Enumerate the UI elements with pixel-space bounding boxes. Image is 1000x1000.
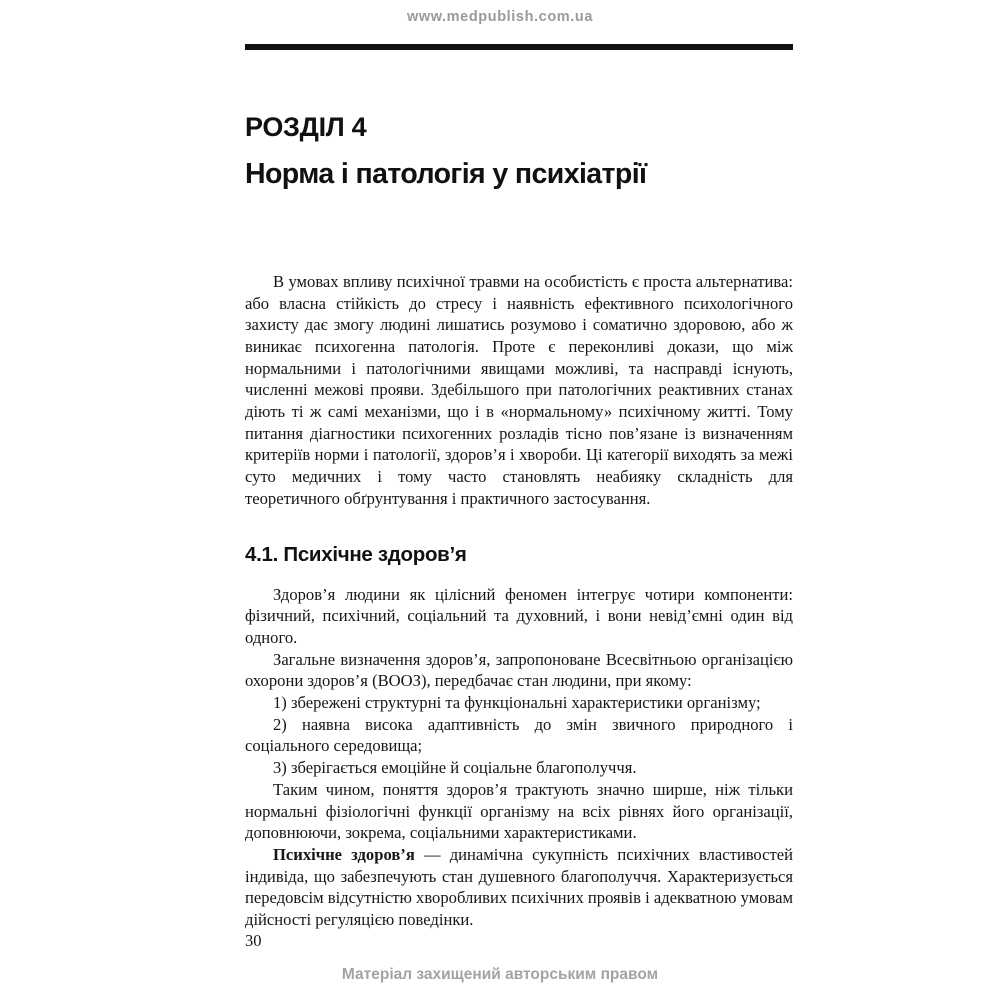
page-number: 30 — [245, 931, 262, 950]
intro-paragraph: В умовах впливу психічної травми на особистість є проста альтернатива: або власна стійкість до стресу і наявність ефективного психологічного захисту дає змогу людині лишатись розумово і соматично здоровою, або ж виникає психогенна патологія. Проте є переконливі докази, що між нормальними і патологічними явищами можливі, та насправді існують, численні межові прояви. Здебільшого при патологічних реактивних станах діють ті ж самі механізми, що і в «нормальному» психічному житті. Тому питання діагностики психогенних розладів тісно пов’язане із визначенням критеріїв норми і патології, здоров’я і хвороби. Ці категорії виходять за межі суто медичних і тому часто становлять неабияку складність для теоретичного обґрунтування і практичного застосування. — [245, 271, 793, 508]
paragraph: Загальне визначення здоров’я, запропоноване Всесвітньою організацією охорони здоров’я (ВООЗ), передбачає стан людини, при якому: — [245, 649, 793, 691]
chapter-title: Норма і патологія у психіатрії — [245, 158, 647, 191]
list-item: 3) зберігається емоційне й соціальне благополуччя. — [273, 758, 637, 778]
term-bold-lead: Психічне здоров’я — [273, 844, 415, 864]
paragraph-text: — динамічна сукупність психічних властивостей індивіда, що забезпечують стан душевного благополуччя. Характеризується передовсім відсутністю хворобливих психічних проявів і адекватною умовам дійсності регуляцією поведінки. — [245, 844, 794, 930]
chapter-divider-rule — [245, 44, 793, 50]
list-item: 1) збережені структурні та функціональні характеристики організму; — [273, 693, 761, 713]
publisher-url: www.medpublish.com.ua — [406, 9, 594, 25]
copyright-notice: Матеріал захищений авторським правом — [341, 966, 659, 983]
paragraph: Таким чином, поняття здоров’я трактують значно ширше, ніж тільки нормальні фізіологічні функції організму на всіх рівнях його організації, доповнюючи, зокрема, соціальними характеристиками. — [245, 779, 793, 843]
paragraph: Здоров’я людини як цілісний феномен інтегрує чотири компоненти: фізичний, психічний, соціальний та духовний, і вони невід’ємні один від одного. — [245, 584, 793, 647]
section-heading: 4.1. Психічне здоров’я — [245, 542, 467, 566]
list-item: 2) наявна висока адаптивність до змін звичного природного і соціального середовища; — [245, 714, 793, 756]
chapter-number: РОЗДІЛ 4 — [245, 112, 367, 142]
paragraph — [245, 844, 793, 931]
page-content — [245, 0, 793, 931]
